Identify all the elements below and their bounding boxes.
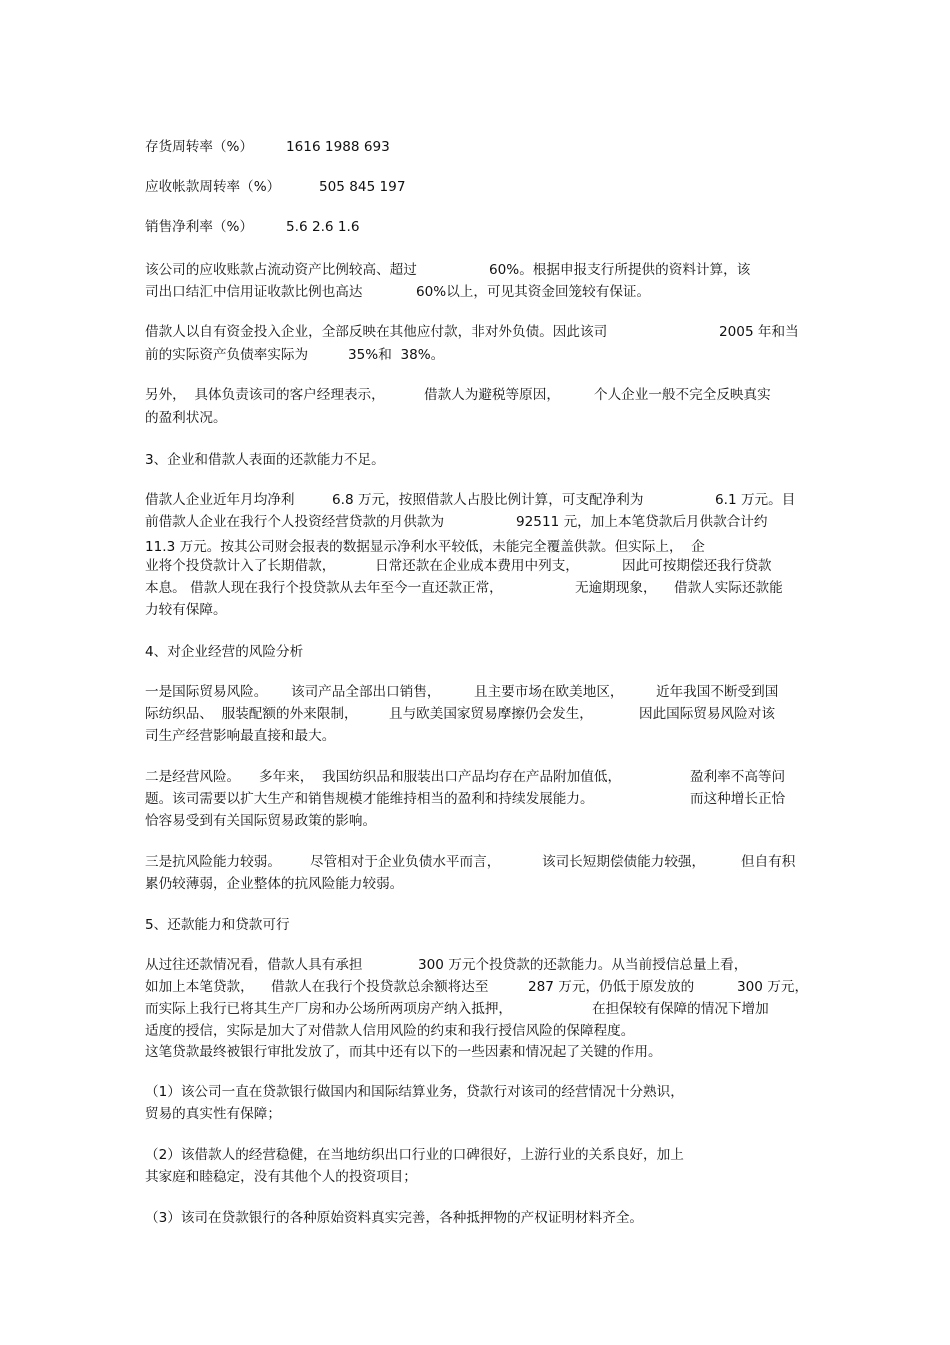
- list-item-text: （3）该司在贷款银行的各种原始资料真实完善，各种抵押物的产权证明材料齐全。: [145, 1210, 644, 1226]
- list-item-text: 贸易的真实性有保障；: [145, 1106, 281, 1122]
- text-segment: 前借款人企业在我行个人投资经营贷款的月供款为: [145, 514, 445, 530]
- text-segment: 6.1 万元。目: [715, 492, 796, 508]
- metric-values: 1616 1988 693: [286, 139, 390, 155]
- text-segment: 因此可按期偿还我行贷款: [622, 558, 772, 574]
- text-segment: 司生产经营影响最直接和最大。: [145, 728, 336, 744]
- text-segment: 二是经营风险。: [145, 769, 241, 785]
- text-segment: 题。该司需要以扩大生产和销售规模才能维持相当的盈利和持续发展能力。: [145, 791, 594, 807]
- text-segment: 而这种增长正恰: [690, 791, 786, 807]
- text-segment: 借款人实际还款能: [674, 580, 783, 596]
- list-item-text: 其家庭和睦稳定，没有其他个人的投资项目；: [145, 1169, 417, 1185]
- text-segment: 35%和 38%。: [348, 347, 445, 363]
- metric-values: 5.6 2.6 1.6: [286, 219, 360, 235]
- text-segment: 近年我国不断受到国: [656, 684, 779, 700]
- text-segment: 287 万元，仍低于原发放的: [528, 979, 695, 995]
- text-segment: 300 万元，: [737, 979, 809, 995]
- text-segment: 另外， 具体负责该司的客户经理表示，: [145, 387, 385, 403]
- text-segment: 恰容易受到有关国际贸易政策的影响。: [145, 813, 377, 829]
- text-segment: 该公司的应收账款占流动资产比例较高、超过: [145, 262, 417, 278]
- text-segment: 的盈利状况。: [145, 410, 227, 426]
- text-segment: 本息。 借款人现在我行个投贷款从去年至今一直还款正常，: [145, 580, 503, 596]
- text-segment: 该司产品全部出口销售，: [291, 684, 441, 700]
- text-segment: 多年来， 我国纺织品和服装出口产品均存在产品附加值低，: [259, 769, 622, 785]
- text-segment: 从过往还款情况看，借款人具有承担: [145, 957, 363, 973]
- text-segment: 该司长短期偿债能力较强，: [542, 854, 706, 870]
- metric-label: 存货周转率（%）: [145, 139, 254, 155]
- metric-label: 应收帐款周转率（%）: [145, 179, 281, 195]
- text-segment: 盈利率不高等问: [690, 769, 786, 785]
- text-segment: 际纺织品、 服装配额的外来限制，: [145, 706, 358, 722]
- list-item-text: （2）该借款人的经营稳健，在当地纺织出口行业的口碑很好，上游行业的关系良好，加上: [145, 1147, 684, 1163]
- text-segment: 6.8 万元，按照借款人占股比例计算，可支配净利为: [332, 492, 644, 508]
- text-segment: 一是国际贸易风险。: [145, 684, 268, 700]
- section-heading: 4、对企业经营的风险分析: [145, 644, 304, 660]
- text-segment: 且与欧美国家贸易摩擦仍会发生，: [389, 706, 593, 722]
- text-segment: 11.3 万元。按其公司财会报表的数据显示净利水平较低，未能完全覆盖供款。但实际上， 企: [145, 539, 705, 555]
- text-segment: 借款人企业近年月均净利: [145, 492, 295, 508]
- text-segment: 借款人在我行个投贷款总余额将达至: [271, 979, 489, 995]
- text-segment: 300 万元个投贷款的还款能力。从当前授信总量上看，: [418, 957, 748, 973]
- metric-label: 销售净利率（%）: [145, 219, 254, 235]
- text-segment: 而实际上我行已将其生产厂房和办公场所两项房产纳入抵押，: [145, 1001, 513, 1017]
- text-segment: 92511 元，加上本笔贷款后月供款合计约: [516, 514, 768, 530]
- text-segment: 60%。根据申报支行所提供的资料计算，该: [489, 262, 751, 278]
- text-segment: 日常还款在企业成本费用中列支，: [375, 558, 579, 574]
- text-segment: 60%以上，可见其资金回笼较有保证。: [416, 284, 651, 300]
- text-segment: 在担保较有保障的情况下增加: [592, 1001, 769, 1017]
- text-segment: 个人企业一般不完全反映真实: [594, 387, 771, 403]
- text-segment: 因此国际贸易风险对该: [639, 706, 775, 722]
- text-segment: 司出口结汇中信用证收款比例也高达: [145, 284, 363, 300]
- text-segment: 力较有保障。: [145, 602, 227, 618]
- text-segment: 但自有积: [741, 854, 796, 870]
- text-segment: 尽管相对于企业负债水平而言，: [310, 854, 501, 870]
- section-heading: 5、还款能力和贷款可行: [145, 917, 290, 933]
- text-segment: 且主要市场在欧美地区，: [474, 684, 624, 700]
- text-segment: 借款人为避税等原因，: [424, 387, 560, 403]
- text-segment: 前的实际资产负债率实际为: [145, 347, 309, 363]
- text-segment: 无逾期现象，: [575, 580, 657, 596]
- list-item-text: （1）该公司一直在贷款银行做国内和国际结算业务，贷款行对该司的经营情况十分熟识，: [145, 1084, 684, 1100]
- section-heading: 3、企业和借款人表面的还款能力不足。: [145, 452, 385, 468]
- text-segment: 借款人以自有资金投入企业，全部反映在其他应付款，非对外负债。因此该司: [145, 324, 608, 340]
- text-segment: 三是抗风险能力较弱。: [145, 854, 281, 870]
- text-segment: 累仍较薄弱，企业整体的抗风险能力较弱。: [145, 876, 404, 892]
- text-segment: 2005 年和当: [719, 324, 799, 340]
- text-segment: 如加上本笔贷款，: [145, 979, 254, 995]
- text-segment: 适度的授信，实际是加大了对借款人信用风险的约束和我行授信风险的保障程度。: [145, 1023, 635, 1039]
- metric-values: 505 845 197: [319, 179, 406, 195]
- text-segment: 这笔贷款最终被银行审批发放了，而其中还有以下的一些因素和情况起了关键的作用。: [145, 1044, 662, 1060]
- text-segment: 业将个投贷款计入了长期借款，: [145, 558, 336, 574]
